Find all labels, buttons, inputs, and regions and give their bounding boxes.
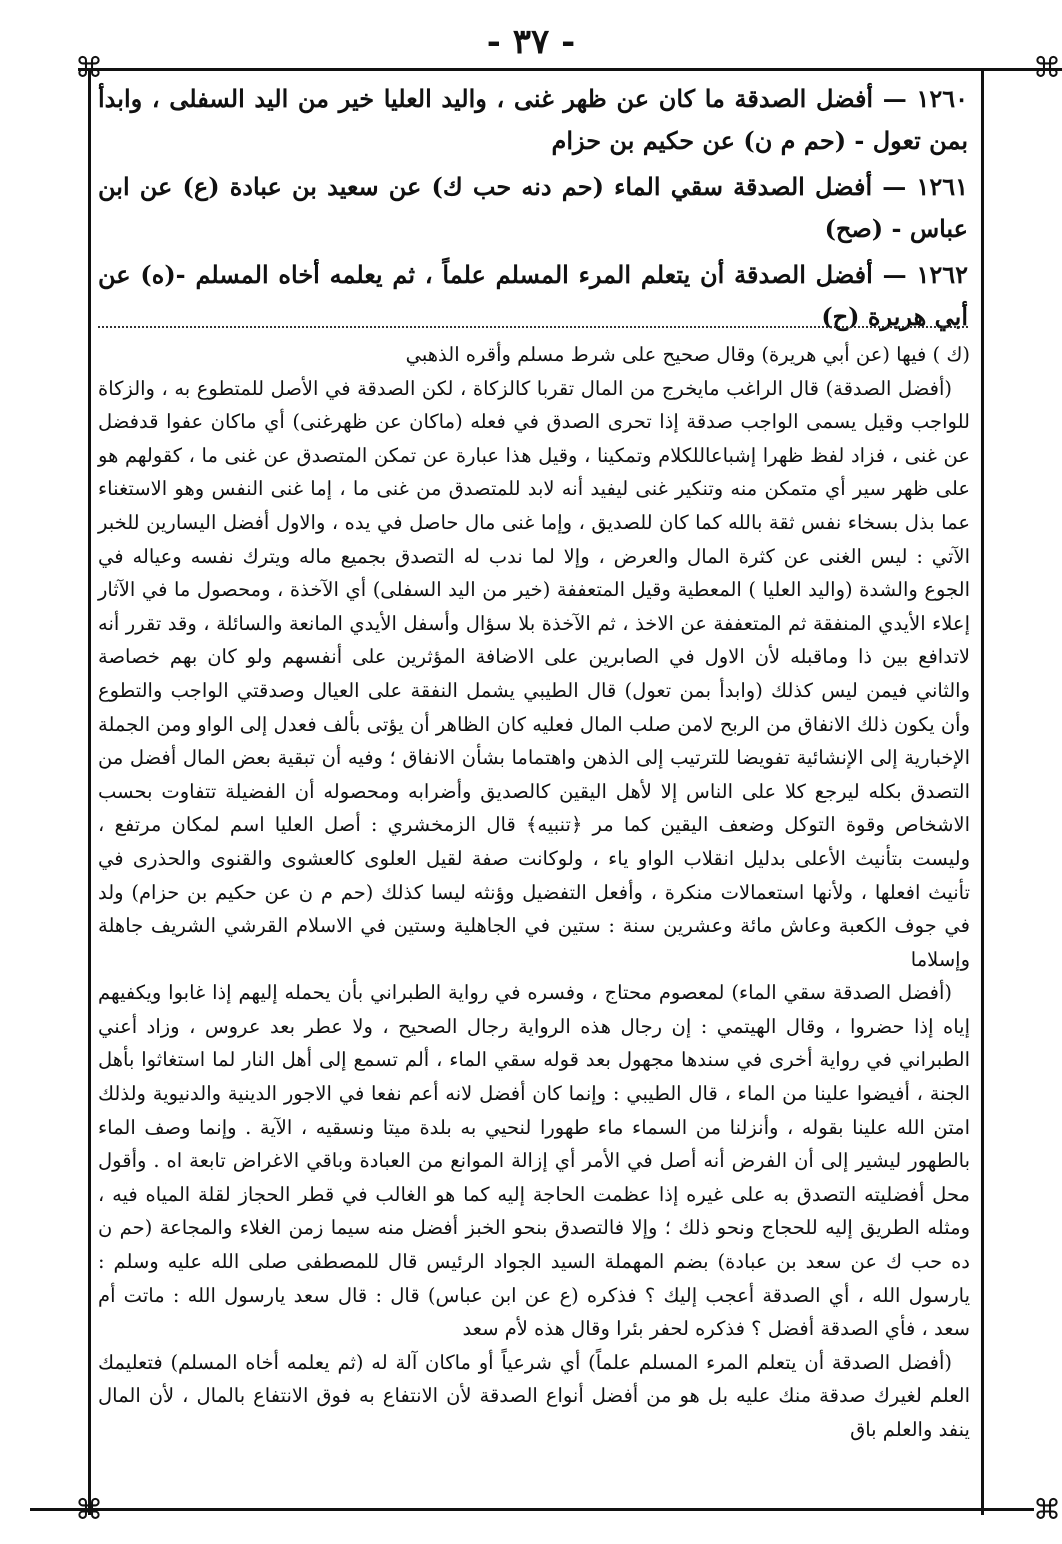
bottom-rule [30,1508,1034,1511]
commentary-paragraph: (ك ) فيها (عن أبي هريرة) وقال صحيح على شرط مسلم وأقره الذهبي [405,343,970,366]
hadith-entry: ١٢٦٢ — أفضل الصدقة أن يتعلم المرء المسلم علماً ، ثم يعلمه أخاه المسلم -(ه) عن أبي هريرة (ح) [98,260,969,331]
hadith-entry: ١٢٦١ — أفضل الصدقة سقي الماء (حم دنه حب ك) عن سعيد بن عبادة (ع) عن ابن عباس - (صح) [98,172,968,243]
commentary [98,338,970,1447]
corner-ornament-icon: ⌘ [1033,1493,1061,1526]
corner-ornament-icon: ⌘ [75,51,103,84]
hadith-text: أفضل الصدقة سقي الماء (حم دنه حب ك) عن سعيد بن عبادة (ع) عن ابن عباس - (صح) [98,172,968,243]
hadith-entry: ١٢٦٠ — أفضل الصدقة ما كان عن ظهر غنى ، واليد العليا خير من اليد السفلى ، وابدأ بمن تعول - (حم م ن) عن حكيم بن حزام [98,84,968,155]
commentary-paragraph: (أفضل الصدقة سقي الماء) لمعصوم محتاج ، وفسره في رواية الطبراني بأن يحمله إليهم إذا غابوا ويكفيهم إياه إذا حضروا ، وقال الهيتمي : إن رجال هذه الرواية رجال الصحيح ، ولا عطر بعد عروس ، وزاد أعني الطبراني في رواية أخرى في سندها مجهول بعد قوله سقي الماء ، ألم تسمع إلى أهل النار لما استغاثوا بأهل الجنة ، أفيضوا علينا من الماء ، قال الطيبي : وإنما كان أفضل لانه أعم نفعا في الاجور الدينية والدنيوية ولذلك امتن الله علينا بقوله ، وأنزلنا من السماء ماء طهورا لنحيي به بلدة ميتا ونسقيه ، الآية . وإنما وصف الماء بالطهور ليشير إلى أن الفرض أنه أصل في الأمر أي إزالة الموانع من العبادة وباقي الاغراض تابعة اه . وأقول محل أفضليته التصدق به على غيره إذا عظمت الحاجة إليه كما هو الغالب في قطر الحجاز لقلة المياه فيه ، ومثله الطريق إليه للحجاج ونحو ذلك ؛ وإلا فالتصدق بنحو الخبز أفضل منه سيما زمن الغلاء والمجاعة (حم ن ده حب ك عن سعد بن عبادة) بضم المهملة السيد الجواد الرئيس قال للمصطفى صلى الله عليه وسلم : يارسول الله ، أي الصدقة أعجب إليك ؟ فذكره (ع عن ابن عباس) قال : قال سعد يارسول الله : ماتت أم سعد ، فأي الصدقة أفضل ؟ فذكره لحفر بئرا وقال هذه لأم سعد [98,981,970,1341]
commentary-paragraph: (أفضل الصدقة أن يتعلم المرء المسلم علماً) أي شرعياً أو ماكان آلة له (ثم يعلمه أخاه المسلم) فتعليمك العلم لغيرك صدقة منك عليه بل هو من أفضل أنواع الصدقة لأن الانتفاع به فوق الانتفاع بالمال ، لأن المال ينفد والعلم باق [98,1350,970,1441]
hadith-list [98,78,968,342]
corner-ornament-icon: ⌘ [75,1493,103,1526]
page-number: - ٣٧ - [486,22,576,62]
commentary-paragraph: (أفضل الصدقة) قال الراغب مايخرج من المال تقربا كالزكاة ، لكن الصدقة في الأصل للمتطوع به ، والزكاة للواجب وقيل يسمى الواجب صدقة إذا تحرى الصدق في فعله (ماكان عن ظهرغنى) أي ماكان عفوا قدفضل عن غنى ، فزاد لفظ ظهرا إشباعاللكلام وتمكينا ، وقيل هذا عبارة عن تمكن المتصدق عن غنى ما ، كقولهم هو على ظهر سير أي متمكن منه وتنكير غنى ليفيد أنه لابد للمتصدق من غنى ما ، إما غنى النفس وهو الاستغناء عما بذل بسخاء نفس ثقة بالله كما كان للصديق ، وإما غنى مال حاصل في يده ، والاول أفضل اليسارين للخبر الآتي : ليس الغنى عن كثرة المال والعرض ، وإلا لما ندب له التصدق بجميع ماله ويترك نفسه وعياله في الجوع والشدة (واليد العليا ) المعطية وقيل المتعففة (خير من اليد السفلى) أي الآخذة ، ومحصول ما في الآثار إعلاء الأيدي المنفقة ثم المتعففة عن الاخذ ، ثم الآخذة بلا سؤال وأسفل الأيدي المانعة والسائلة ، وقد تقرر أنه لاتدافع بين ذا وماقبله لأن الاول في الصابرين على الاضافة المؤثرين على أنفسهم ولو كان بهم خصاصة والثاني فيمن ليس كذلك (وابدأ بمن تعول) قال الطيبي يشمل النفقة على العيال وصدقتي الواجب والتطوع وأن يكون ذلك الانفاق من الربح لامن صلب المال فعليه كان الظاهر أن يؤتى بألف فعدل إلى الواو ومن الجملة الإخبارية إلى الإنشائية تفويضا للترتيب إلى الذهن واهتماما بشأن الانفاق ؛ وفيه أن تبقية بعض المال أفضل من التصدق بكله ليرجع كلا على الناس إلا لأهل اليقين كالصديق وأضرابه ومحصوله أن الفضيلة تتفاوت بحسب الاشخاص وقوة التوكل وضعف اليقين كما مر ﴿تنبيه﴾ قال الزمخشري : أصل العليا اسم لمكان مرتفع ، وليست بتأنيث الأعلى بدليل انقلاب الواو ياء ، ولوكانت صفة لقيل العلوى كالعشوى والقنوى والحذرى في تأنيث افعلها ، ولأنها استعمالات منكرة ، وأفعل التفضيل وؤنثه ليسا كذلك (حم م ن عن حكيم بن حزام) ولد في جوف الكعبة وعاش مائة وعشرين سنة : ستين في الجاهلية وستين في الاسلام القرشي الشريف جاهلة وإسلاما [98,376,970,971]
hadith-number: ١٢٦٠ [916,84,968,113]
corner-ornament-icon: ⌘ [1033,51,1061,84]
hadith-number: ١٢٦٢ [916,260,969,289]
hadith-text: أفضل الصدقة أن يتعلم المرء المسلم علماً ، ثم يعلمه أخاه المسلم -(ه) عن أبي هريرة (ح) [98,260,968,331]
hadith-number: ١٢٦١ [916,172,968,201]
dotted-separator [98,326,968,328]
hadith-text: أفضل الصدقة ما كان عن ظهر غنى ، واليد العليا خير من اليد السفلى ، وابدأ بمن تعول - (حم م ن) عن حكيم بن حزام [98,84,968,155]
